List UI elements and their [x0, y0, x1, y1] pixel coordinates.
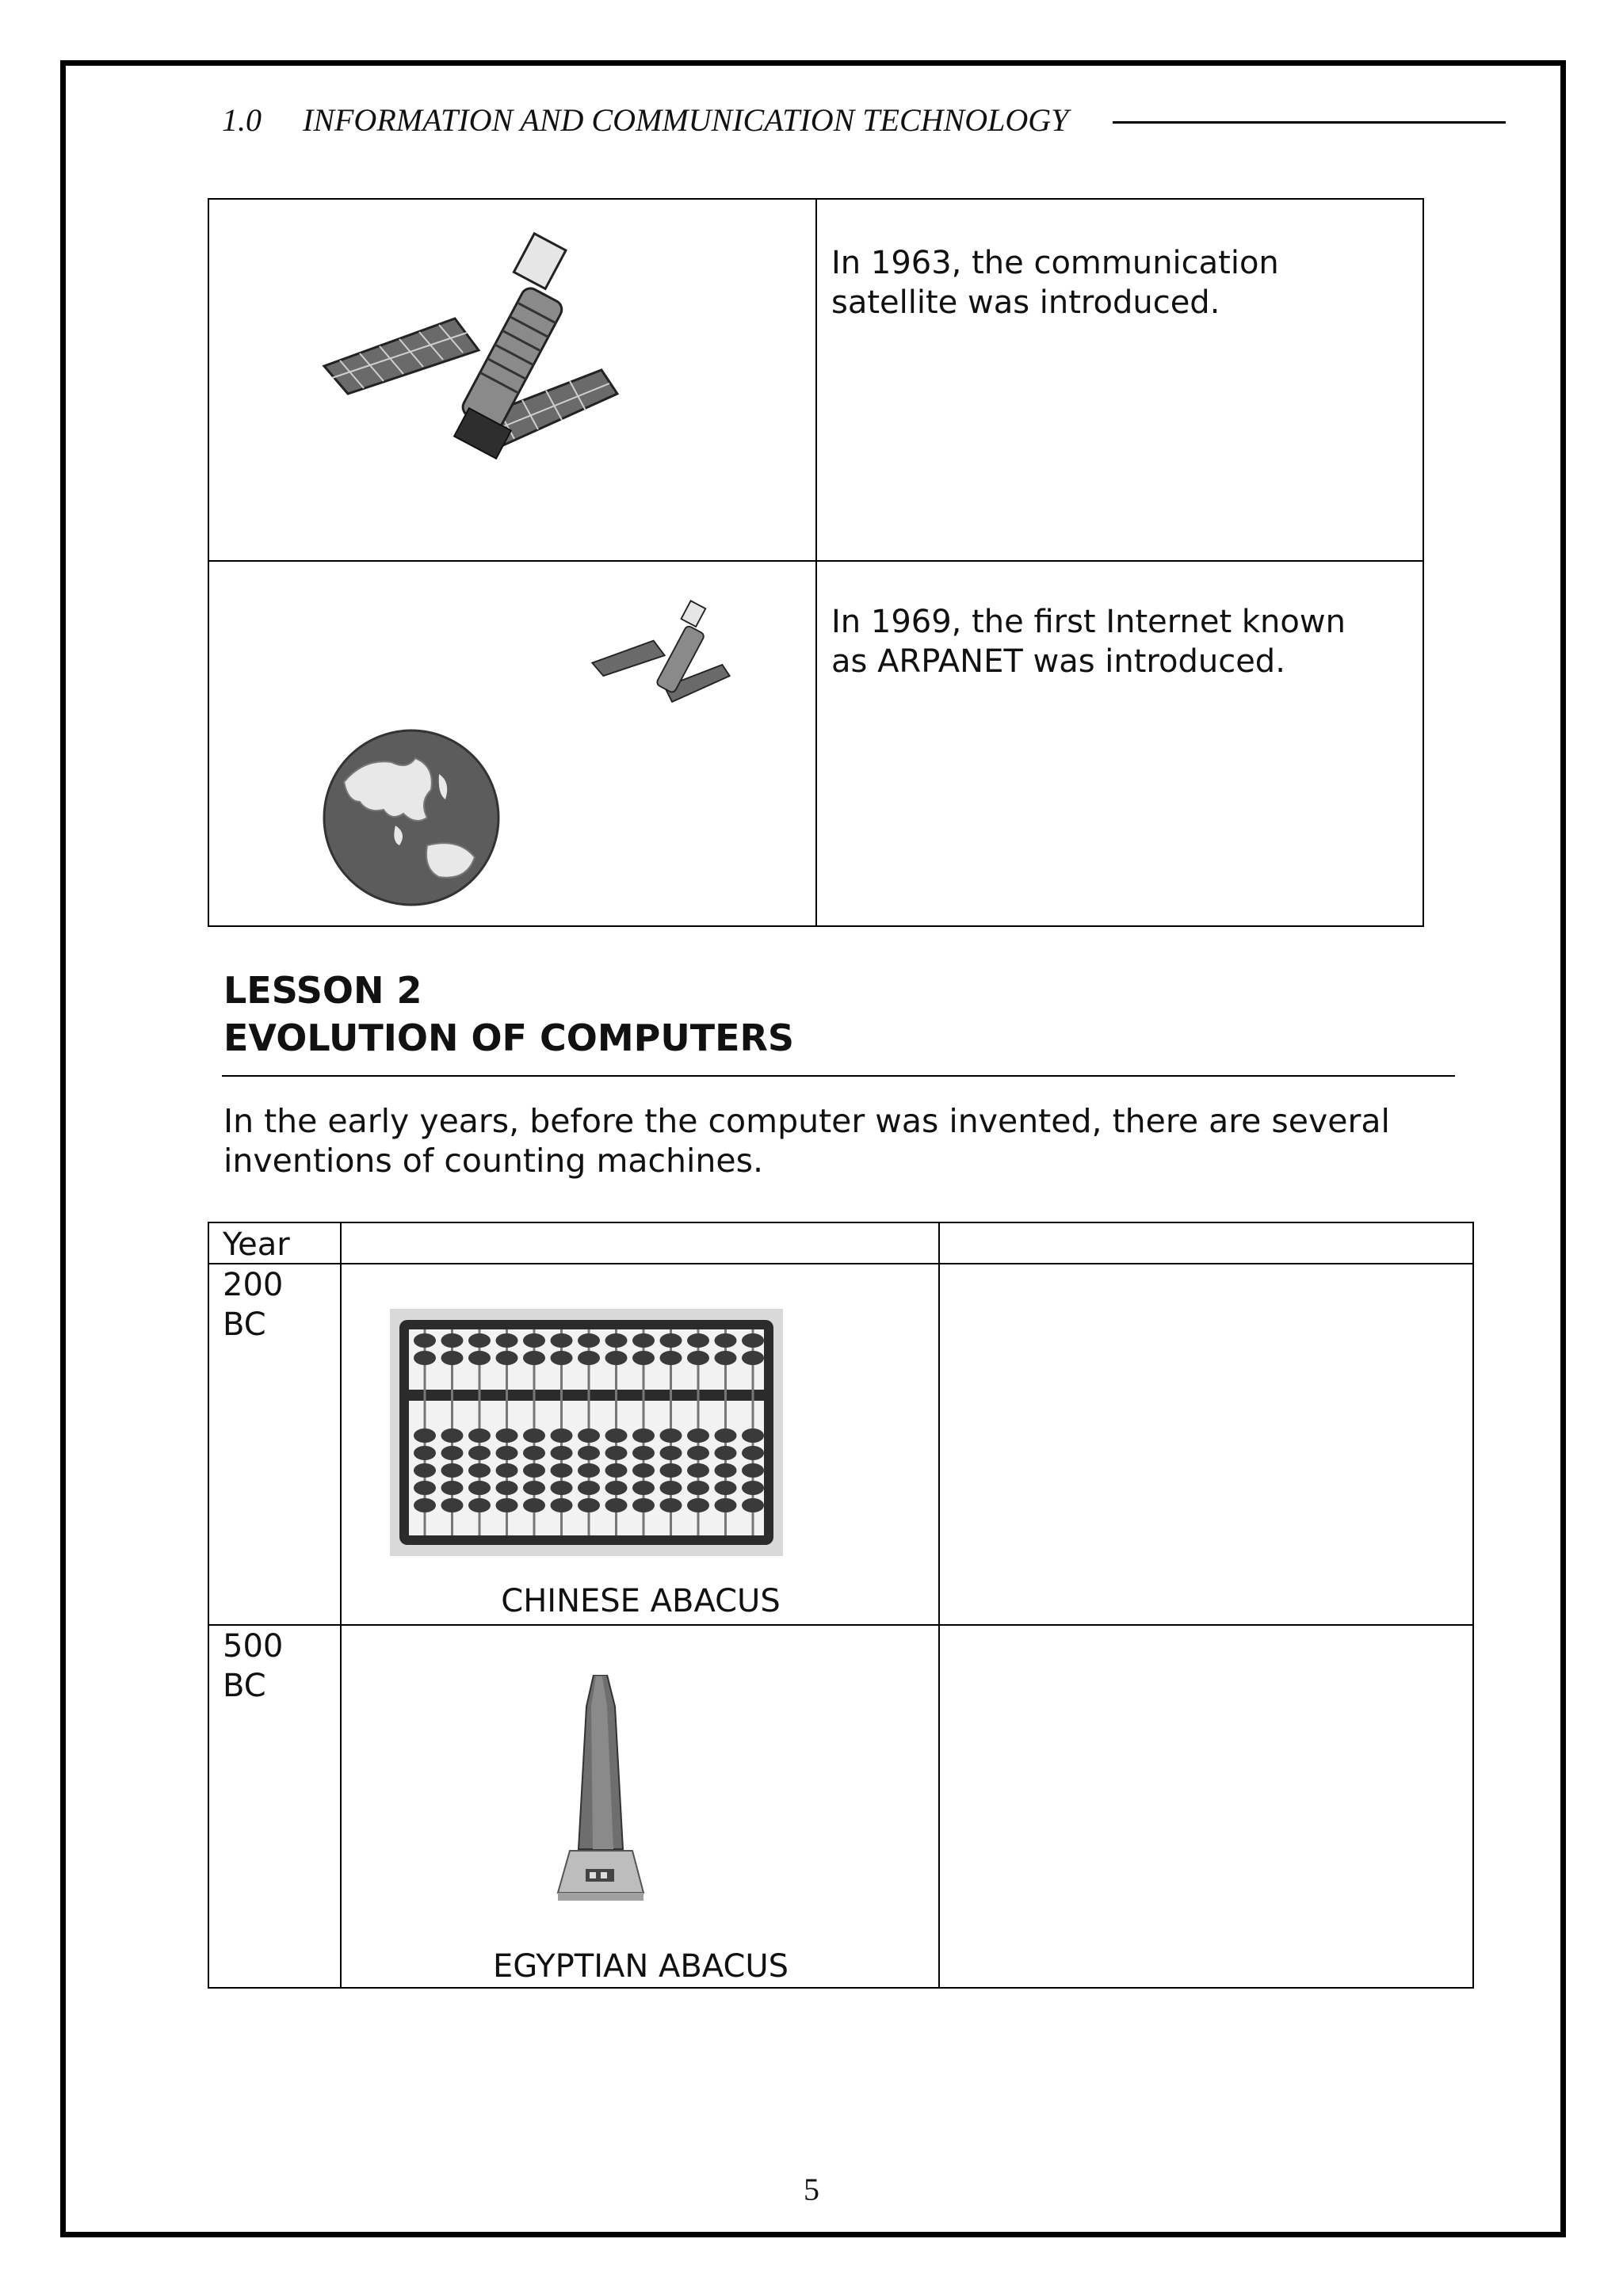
counting-machines-table — [208, 1222, 1474, 1989]
section-number: 1.0 — [222, 102, 262, 138]
table-divider — [209, 560, 1423, 562]
running-header — [222, 101, 1068, 139]
satellite-icon — [590, 600, 732, 719]
intro-paragraph: In the early years, before the computer was invented, there are several inventions of counting machines. — [223, 1102, 1390, 1180]
column-header-year: Year — [223, 1226, 290, 1263]
year-cell-500bc: 500 BC — [223, 1628, 284, 1704]
caption-egyptian-abacus: EGYPTIAN ABACUS — [492, 1948, 789, 1985]
timeline-table — [208, 198, 1424, 927]
page-number: 5 — [804, 2172, 819, 2207]
table-divider — [815, 200, 817, 925]
chinese-abacus-icon — [390, 1309, 783, 1556]
table-divider — [209, 1263, 1472, 1264]
section-title: INFORMATION AND COMMUNICATION TECHNOLOGY — [303, 102, 1069, 138]
timeline-text-1963: In 1963, the communication satellite was introduced. — [831, 245, 1279, 321]
caption-chinese-abacus: CHINESE ABACUS — [501, 1583, 781, 1619]
table-divider — [209, 1624, 1472, 1626]
egyptian-abacus-icon — [550, 1675, 653, 1905]
year-cell-200bc: 200 BC — [223, 1267, 284, 1343]
lesson-heading — [223, 967, 794, 1062]
satellite-icon — [320, 231, 621, 485]
globe-icon — [320, 727, 502, 909]
header-rule — [1113, 121, 1506, 124]
lesson-rule — [222, 1075, 1455, 1077]
lesson-title: EVOLUTION OF COMPUTERS — [223, 1016, 795, 1059]
lesson-label: LESSON 2 — [223, 969, 422, 1012]
timeline-text-1969: In 1969, the first Internet known as ARPANET was introduced. — [831, 604, 1346, 680]
